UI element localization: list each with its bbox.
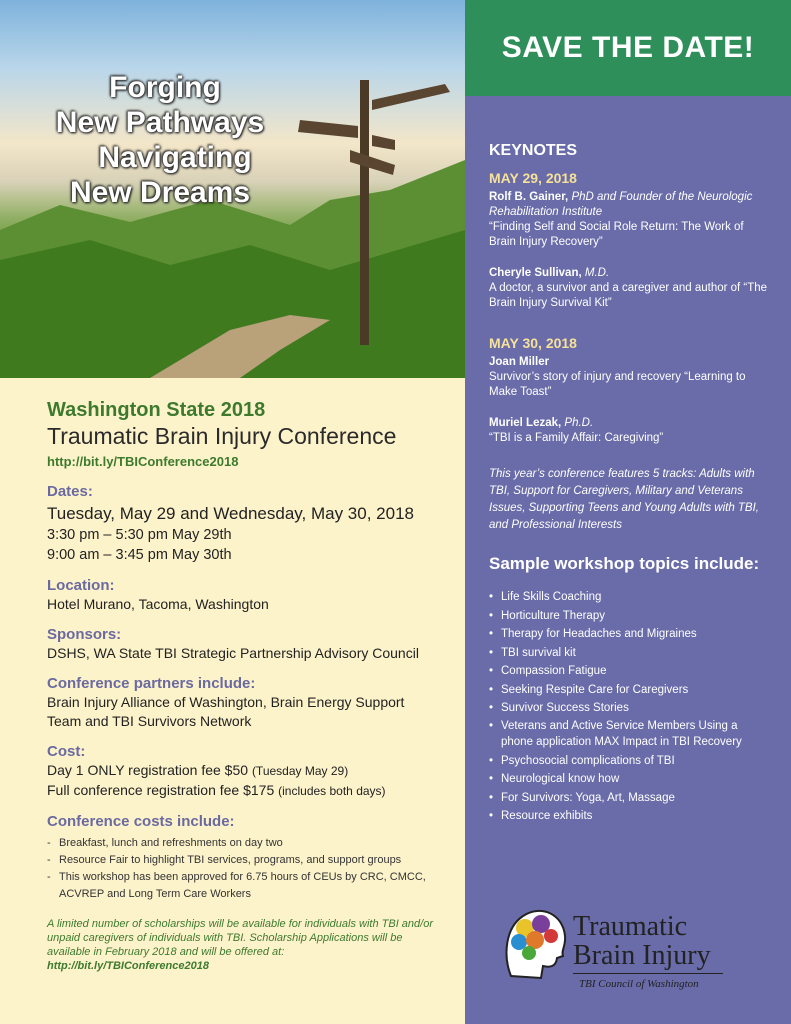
cost-line-2	[47, 781, 465, 801]
list-item: • Life Skills Coaching	[489, 588, 771, 607]
dates-heading: Dates:	[47, 483, 93, 500]
hero-title-line: Navigating	[98, 141, 252, 174]
list-item: • Survivor Success Stories	[489, 699, 771, 718]
list-item: - Breakfast, lunch and refreshments on day two	[47, 835, 465, 852]
speaker-name: Cheryle Sullivan,	[489, 267, 582, 279]
sponsors-text: DSHS, WA State TBI Strategic Partnership Advisory Council	[47, 645, 419, 661]
keynote-speaker	[489, 190, 771, 250]
cost-line-2-note: (includes both days)	[278, 784, 386, 798]
workshop-list	[489, 588, 771, 826]
location-text: Hotel Murano, Tacoma, Washington	[47, 596, 269, 612]
list-item: • For Survivors: Yoga, Art, Massage	[489, 789, 771, 808]
tracks-text: This year’s conference features 5 tracks: Adults with TBI, Support for Caregivers, Military and Veterans Issues, Supporting Teens and Young Adults with TBI, and Professional Interests	[489, 468, 759, 531]
list-item: • Veterans and Active Service Members Using a phone application MAX Impact in TBI Recovery	[489, 718, 771, 750]
keynotes-heading: KEYNOTES	[489, 142, 578, 159]
keynote-speaker	[489, 416, 771, 446]
hero-title-line: Forging	[109, 71, 221, 104]
list-item: • Psychosocial complications of TBI	[489, 752, 771, 771]
dates-day1: 3:30 pm – 5:30 pm May 29th	[47, 527, 232, 543]
location-heading: Location:	[47, 577, 115, 594]
conference-title: Washington State 2018	[47, 399, 266, 421]
speaker-name: Joan Miller	[489, 356, 550, 368]
list-item: - This workshop has been approved for 6.75 hours of CEUs by CRC, CMCC, ACVREP and Long Term Care Workers	[47, 869, 432, 903]
scholarship-note	[47, 917, 442, 973]
workshop-heading: Sample workshop topics include:	[489, 554, 760, 573]
dates-main: Tuesday, May 29 and Wednesday, May 30, 2018	[47, 504, 414, 523]
partners-text: Brain Injury Alliance of Washington, Brain Energy Support Team and TBI Survivors Network	[47, 694, 405, 729]
list-item: - Resource Fair to highlight TBI services, programs, and support groups	[47, 852, 465, 869]
speaker-description: “Finding Self and Social Role Return: The Work of Brain Injury Recovery”	[489, 221, 744, 248]
tbi-council-logo	[501, 906, 771, 996]
cost-heading: Cost:	[47, 743, 86, 760]
sponsors-heading: Sponsors:	[47, 626, 122, 643]
partners-heading: Conference partners include:	[47, 675, 256, 692]
scholarship-link[interactable]: http://bit.ly/TBIConference2018	[47, 960, 209, 972]
conference-link[interactable]: http://bit.ly/TBIConference2018	[47, 454, 239, 469]
conference-details	[0, 378, 465, 1024]
save-the-date-banner: SAVE THE DATE!	[465, 0, 791, 96]
keynote-speaker	[489, 355, 771, 400]
cost-line-1-text: Day 1 ONLY registration fee $50	[47, 762, 249, 778]
hero-image	[0, 0, 465, 378]
list-item: • Horticulture Therapy	[489, 607, 771, 626]
speaker-description: “TBI is a Family Affair: Caregiving”	[489, 432, 664, 444]
scholarship-text: A limited number of scholarships will be available for individuals with TBI and/or unpaid caregivers of individuals with TBI. Scholarship Applications will be available in February 2018 and will be offered at:	[47, 918, 433, 958]
costs-include-heading: Conference costs include:	[47, 813, 235, 830]
list-item: • Compassion Fatigue	[489, 662, 771, 681]
cost-line-1-note: (Tuesday May 29)	[251, 764, 349, 778]
list-item: • Neurological know how	[489, 770, 771, 789]
hero-title-line: New Dreams	[69, 176, 251, 209]
list-item: • Resource exhibits	[489, 807, 771, 826]
logo-line-3: TBI Council of Washington	[579, 978, 699, 990]
brain-head-icon	[501, 906, 571, 986]
list-item: • Seeking Respite Care for Caregivers	[489, 681, 771, 700]
speaker-description: Survivor’s story of injury and recovery “Learning to Make Toast”	[489, 371, 746, 398]
cost-line-1	[47, 761, 465, 781]
conference-subtitle: Traumatic Brain Injury Conference	[47, 423, 397, 449]
costs-include-list	[47, 835, 465, 903]
right-column	[465, 0, 791, 1024]
day1-heading: MAY 29, 2018	[489, 170, 577, 186]
logo-line-2: Brain Injury	[573, 940, 711, 971]
speaker-credentials: Ph.D.	[564, 417, 594, 429]
hero-title-line: New Pathways	[55, 106, 265, 139]
speaker-name: Rolf B. Gainer,	[489, 191, 569, 203]
list-item: • TBI survival kit	[489, 644, 771, 663]
speaker-credentials: PhD and Founder of the Neurologic Rehabilitation Institute	[489, 191, 753, 218]
logo-divider	[573, 973, 723, 974]
hero-title	[20, 70, 300, 210]
list-item: • Therapy for Headaches and Migraines	[489, 625, 771, 644]
keynote-speaker	[489, 266, 771, 311]
logo-line-1: Traumatic	[573, 911, 688, 942]
speaker-credentials: M.D.	[584, 267, 610, 279]
day2-heading: MAY 30, 2018	[489, 335, 577, 351]
cost-line-2-text: Full conference registration fee $175	[47, 782, 275, 798]
speaker-name: Muriel Lezak,	[489, 417, 562, 429]
dates-day2: 9:00 am – 3:45 pm May 30th	[47, 547, 232, 563]
speaker-description: A doctor, a survivor and a caregiver and author of “The Brain Injury Survival Kit”	[489, 282, 768, 309]
